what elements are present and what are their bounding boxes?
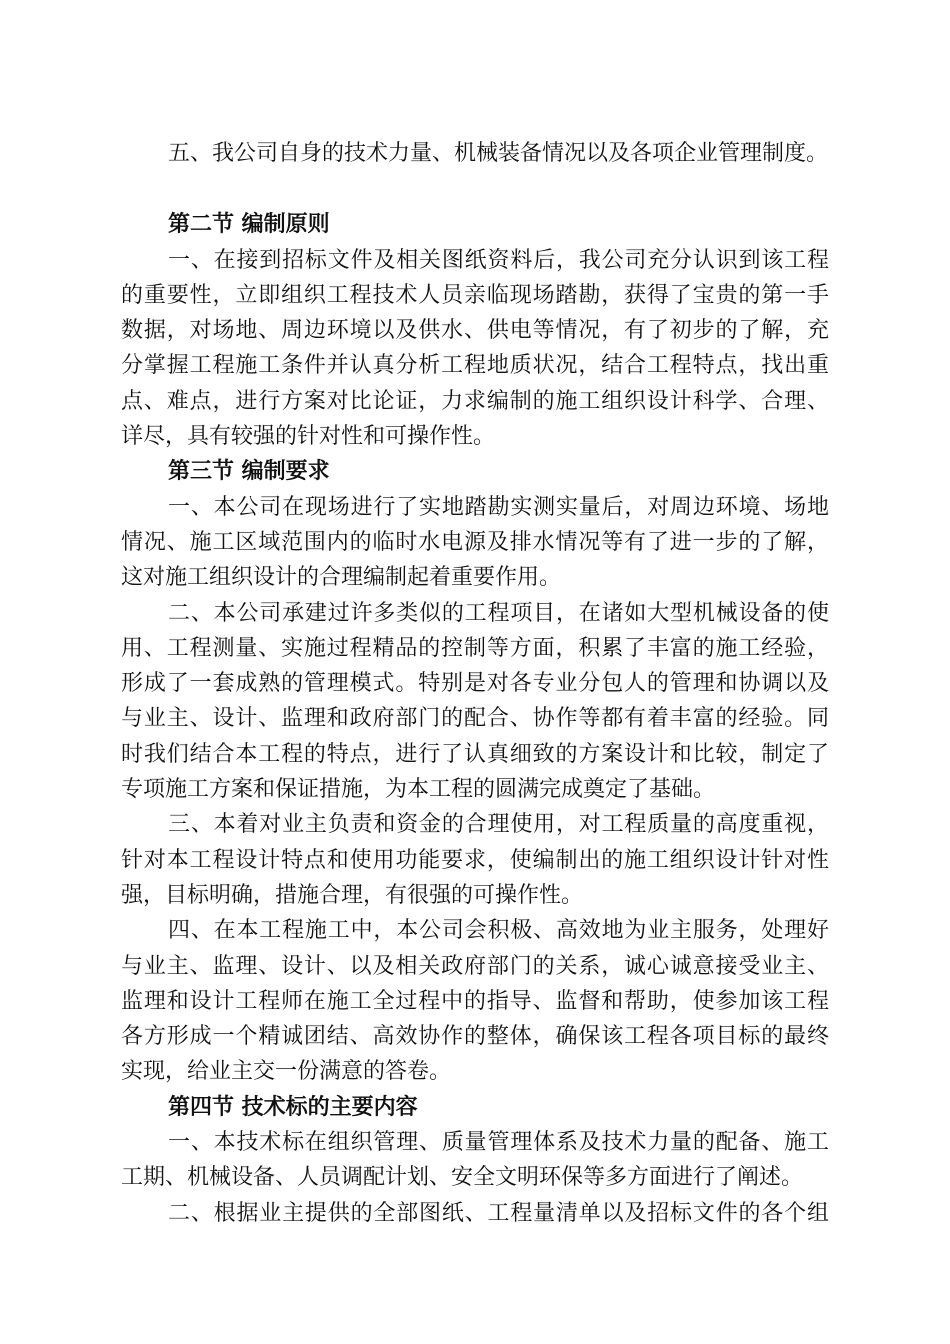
- paragraph-line: 二、本公司承建过许多类似的工程项目，在诸如大型机械设备的使: [168, 600, 829, 626]
- paragraph-line: 点、难点，进行方案对比论证，力求编制的施工组织设计科学、合理、: [121, 388, 829, 414]
- paragraph-line: 实现，给业主交一份满意的答卷。: [121, 1059, 452, 1085]
- paragraph-line: 与业主、设计、监理和政府部门的配合、协作等都有着丰富的经验。同: [121, 706, 829, 732]
- paragraph-line: 的重要性，立即组织工程技术人员亲临现场踏勘，获得了宝贵的第一手: [121, 282, 829, 308]
- paragraph-line: 各方形成一个精诚团结、高效协作的整体，确保该工程各项目标的最终: [121, 1024, 829, 1050]
- blank-line: [121, 171, 829, 207]
- section-4-paragraph-1: [121, 1125, 829, 1196]
- section-3-paragraph-1: [121, 490, 829, 596]
- paragraph-line: 一、本公司在现场进行了实地踏勘实测实量后，对周边环境、场地: [168, 494, 829, 520]
- paragraph-line: 数据，对场地、周边环境以及供水、供电等情况，有了初步的了解，充: [121, 318, 829, 344]
- paragraph-line: 一、本技术标在组织管理、质量管理体系及技术力量的配备、施工: [168, 1130, 829, 1156]
- paragraph-line: 一、在接到招标文件及相关图纸资料后，我公司充分认识到该工程: [168, 247, 829, 273]
- paragraph-line: 三、本着对业主负责和资金的合理使用，对工程质量的高度重视，: [168, 812, 829, 838]
- paragraph-line: 专项施工方案和保证措施，为本工程的圆满完成奠定了基础。: [121, 777, 716, 803]
- paragraph-line: 四、在本工程施工中，本公司会积极、高效地为业主服务，处理好: [168, 918, 829, 944]
- basis-item-5: 五、我公司自身的技术力量、机械装备情况以及各项企业管理制度。: [168, 141, 829, 166]
- paragraph-line: 分掌握工程施工条件并认真分析工程地质状况，结合工程特点，找出重: [121, 353, 829, 379]
- section-2-title: 第二节 编制原则: [168, 211, 330, 238]
- paragraph-line: 监理和设计工程师在施工全过程中的指导、监督和帮助，使参加该工程: [121, 988, 829, 1014]
- section-2-paragraph-1: [121, 243, 829, 455]
- paragraph-line: 这对施工组织设计的合理编制起着重要作用。: [121, 565, 562, 591]
- paragraph-line: 情况、施工区域范围内的临时水电源及排水情况等有了进一步的了解，: [121, 529, 829, 555]
- paragraph-line: 针对本工程设计特点和使用功能要求，使编制出的施工组织设计针对性: [121, 847, 829, 873]
- paragraph-line: 与业主、监理、设计、以及相关政府部门的关系，诚心诚意接受业主、: [121, 953, 829, 979]
- document-body: [121, 136, 829, 1231]
- paragraph-line: 用、工程测量、实施过程精品的控制等方面，积累了丰富的施工经验，: [121, 635, 829, 661]
- section-3-title: 第三节 编制要求: [168, 458, 330, 485]
- paragraph-line: 形成了一套成熟的管理模式。特别是对各专业分包人的管理和协调以及: [121, 671, 829, 697]
- paragraph-line: 二、根据业主提供的全部图纸、工程量清单以及招标文件的各个组: [168, 1200, 829, 1226]
- section-3-paragraph-4: [121, 913, 829, 1089]
- section-4-paragraph-2: [121, 1196, 829, 1231]
- section-4-title: 第四节 技术标的主要内容: [168, 1093, 418, 1120]
- section-3-paragraph-3: [121, 807, 829, 913]
- paragraph-line: 时我们结合本工程的特点，进行了认真细致的方案设计和比较，制定了: [121, 741, 829, 767]
- paragraph-line: 强，目标明确，措施合理，有很强的可操作性。: [121, 882, 584, 908]
- paragraph-line: 详尽，具有较强的针对性和可操作性。: [121, 424, 496, 450]
- section-3-paragraph-2: [121, 596, 829, 808]
- paragraph-line: 工期、机械设备、人员调配计划、安全文明环保等多方面进行了阐述。: [121, 1165, 804, 1191]
